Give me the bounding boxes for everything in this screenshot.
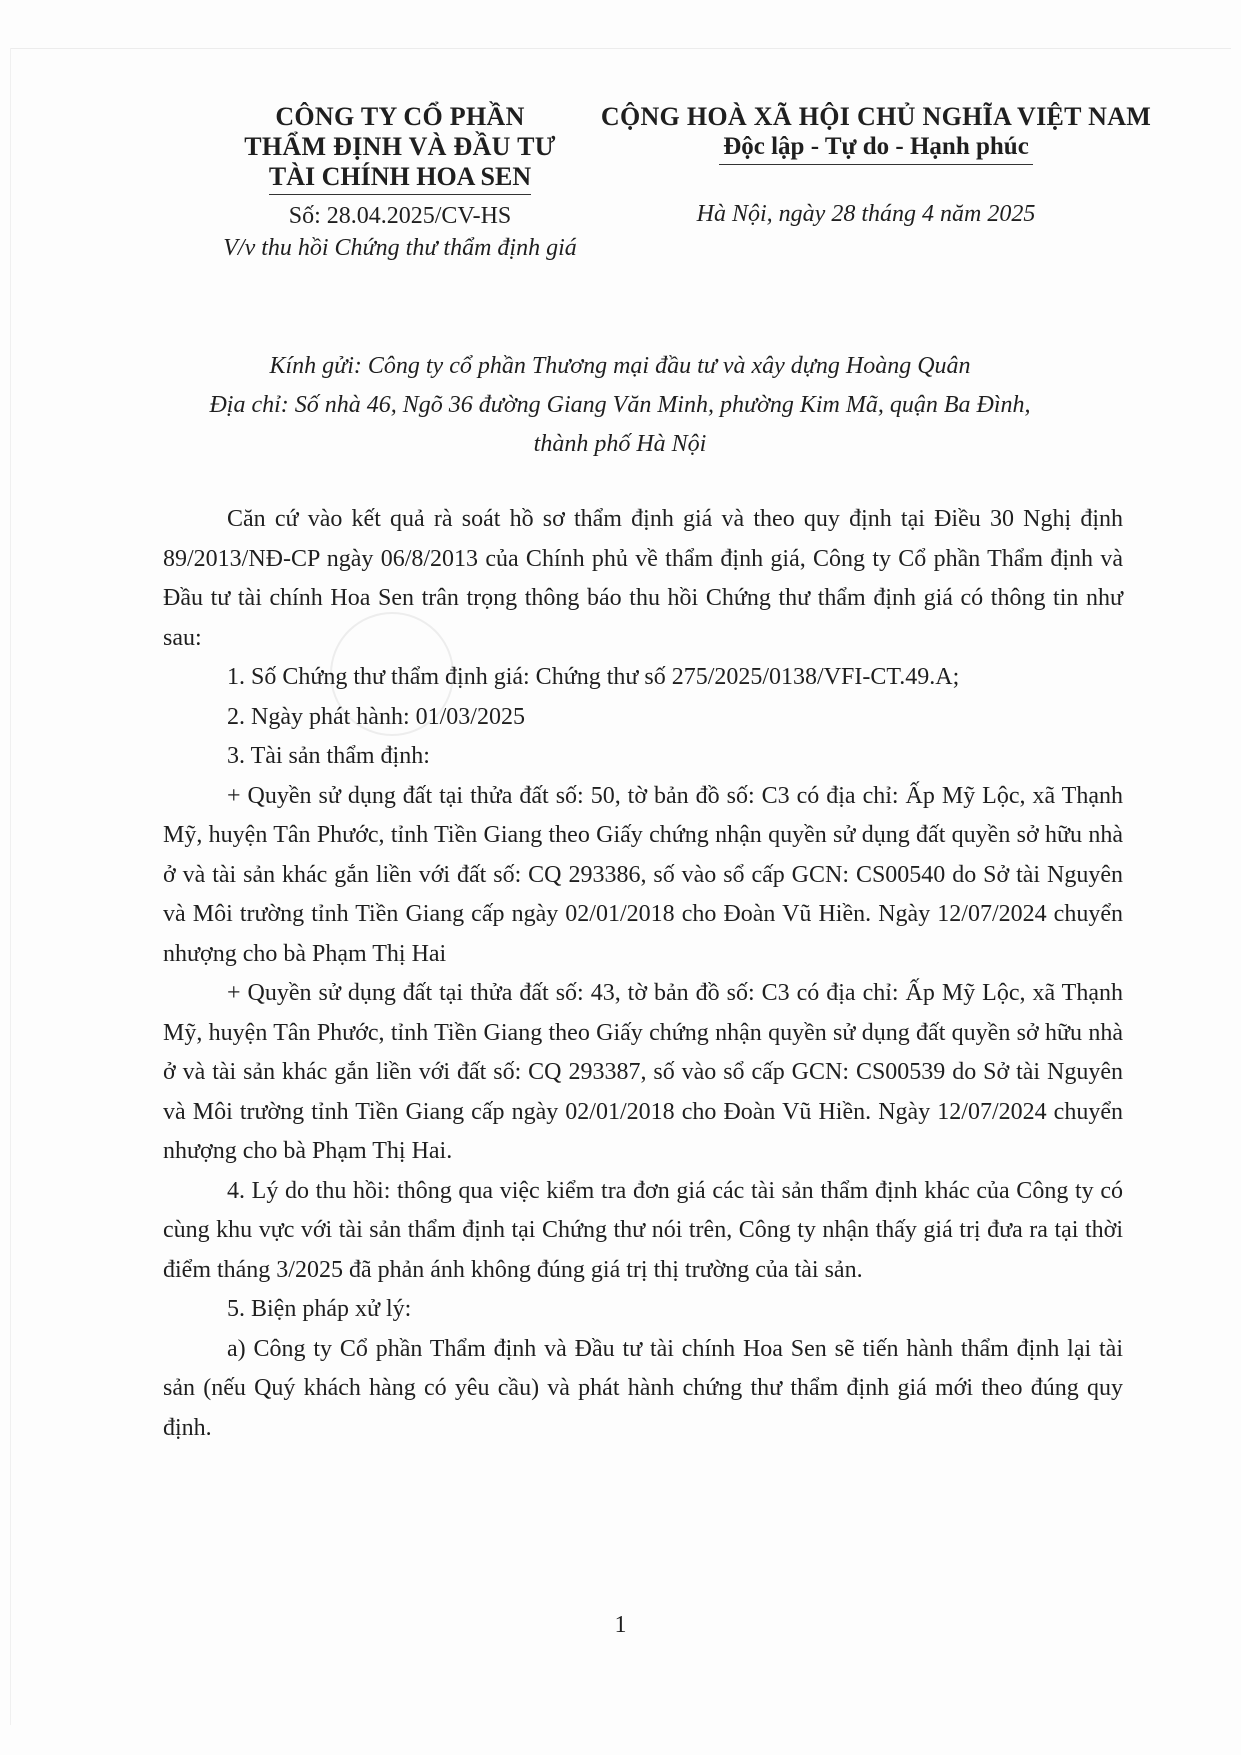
letter-body [163,500,1123,1448]
document-number: Số: 28.04.2025/CV-HS [288,203,512,229]
national-header [586,102,1166,228]
national-title: CỘNG HOÀ XÃ HỘI CHỦ NGHĨA VIỆT NAM [600,102,1152,131]
page-number: 1 [614,1612,627,1638]
asset-paragraph-2: + Quyền sử dụng đất tại thửa đất số: 43, tờ bản đồ số: C3 có địa chỉ: Ấp Mỹ Lộc, xã Thạnh Mỹ, huyện Tân Phước, tỉnh Tiền Giang theo Giấy chứng nhận quyền sử dụng đất quyền sở hữu nhà ở và tài sản khác gắn liền với đất số: CQ 293387, số vào sổ cấp GCN: CS00539 do Sở tài Nguyên và Môi trường tỉnh Tiền Giang cấp ngày 02/01/2018 cho Đoàn Vũ Hiền. Ngày 12/07/2024 chuyển nhượng cho bà Phạm Thị Hai. [163,980,1123,1164]
issuer-header [223,102,577,263]
org-name-line3: TÀI CHÍNH HOA SEN [269,162,531,195]
asset-paragraph-1: + Quyền sử dụng đất tại thửa đất số: 50, tờ bản đồ số: C3 có địa chỉ: Ấp Mỹ Lộc, xã Thạnh Mỹ, huyện Tân Phước, tỉnh Tiền Giang theo Giấy chứng nhận quyền sử dụng đất quyền sở hữu nhà ở và tài sản khác gắn liền với đất số: CQ 293386, số vào sổ cấp GCN: CS00540 do Sở tài Nguyên và Môi trường tỉnh Tiền Giang cấp ngày 02/01/2018 cho Đoàn Vũ Hiền. Ngày 12/07/2024 chuyển nhượng cho bà Phạm Thị Hai [163,782,1123,967]
recipient-address: Địa chỉ: Số nhà 46, Ngõ 36 đường Giang Văn Minh, phường Kim Mã, quận Ba Đình, [209,392,1031,418]
item-handling-measures: 5. Biện pháp xử lý: [227,1296,412,1322]
org-name-line1: CÔNG TY CỔ PHẦN [275,102,525,131]
national-motto: Độc lập - Tự do - Hạnh phúc [719,132,1033,165]
item-handling-measure-a: a) Công ty Cổ phần Thẩm định và Đầu tư tài chính Hoa Sen sẽ tiến hành thẩm định lại tài sản (nếu Quý khách hàng có yêu cầu) và phát hành chứng thư thẩm định giá mới theo đúng quy định. [163,1335,1123,1441]
item-appraised-assets: 3. Tài sản thẩm định: [227,743,430,769]
org-name-line2: THẨM ĐỊNH VÀ ĐẦU TƯ [244,132,556,161]
item-withdrawal-reason: 4. Lý do thu hồi: thông qua việc kiểm tra đơn giá các tài sản thẩm định khác của Công ty có cùng khu vực với tài sản thẩm định tại Chứng thư nói trên, Công ty nhận thấy giá trị đưa ra tại thời điểm tháng 3/2025 đã phản ánh không đúng giá trị thị trường của tài sản. [163,1177,1123,1283]
intro-paragraph: Căn cứ vào kết quả rà soát hồ sơ thẩm định giá và theo quy định tại Điều 30 Nghị định 89/2013/NĐ-CP ngày 06/8/2013 của Chính phủ về thẩm định giá, Công ty Cổ phần Thẩm định và Đầu tư tài chính Hoa Sen trân trọng thông báo thu hồi Chứng thư thẩm định giá có thông tin như sau: [163,506,1123,651]
recipient-address-cont: thành phố Hà Nội [533,431,707,457]
document-subject: V/v thu hồi Chứng thư thẩm định giá [223,235,577,261]
item-issue-date: 2. Ngày phát hành: 01/03/2025 [227,703,525,730]
place-and-date: Hà Nội, ngày 28 tháng 4 năm 2025 [696,201,1036,227]
item-certificate-number: 1. Số Chứng thư thẩm định giá: Chứng thư số 275/2025/0138/VFI-CT.49.A; [227,664,960,690]
recipient-name: Kính gửi: Công ty cổ phần Thương mại đầu tư và xây dựng Hoàng Quân [269,353,971,379]
scan-border-top [10,48,1231,49]
scan-border-left [10,48,11,1725]
recipient-block [180,347,1060,464]
